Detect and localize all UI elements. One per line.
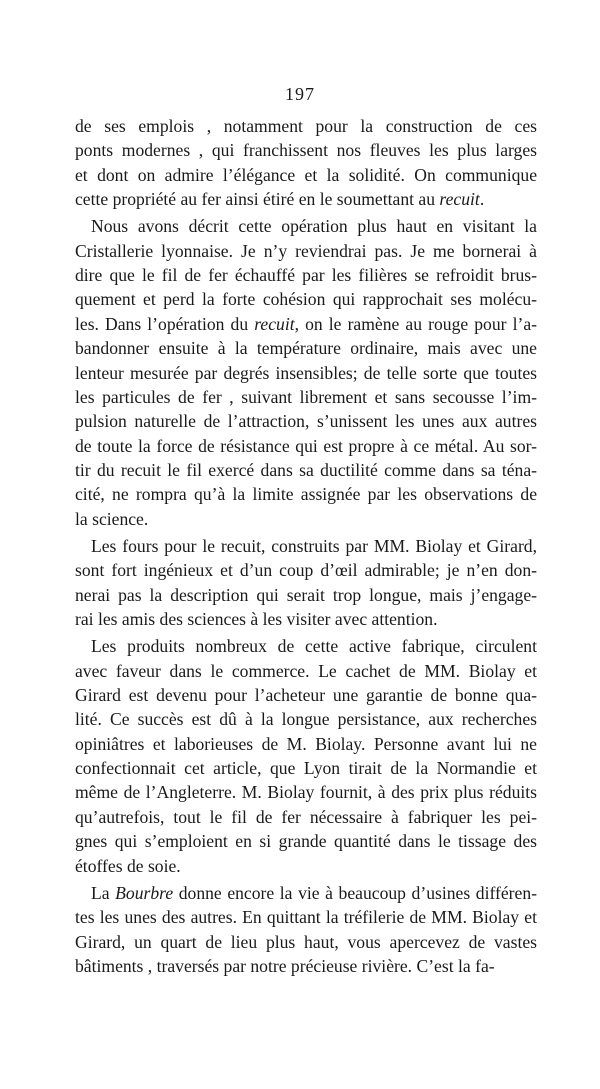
text-line	[75, 187, 537, 211]
text-line	[75, 312, 537, 336]
text-line: pulsion naturelle de l’attraction, s’unissent les unes aux autres	[75, 411, 537, 432]
text-line: avec faveur dans le commerce. Le cachet de MM. Biolay et	[75, 660, 537, 681]
text-line: ponts modernes , qui franchissent nos fleuves les plus larges	[75, 140, 537, 161]
text-line: cité, ne rompra qu’à la limite assignée par les observations de	[75, 484, 537, 505]
text-line: sont fort ingénieux et d’un coup d’œil admirable; je n’en don-	[75, 560, 537, 581]
text-line: rai les amis des sciences à les visiter avec attention.	[75, 609, 438, 629]
text-line: lenteur mesurée par degrés insensibles; de telle sorte que toutes	[75, 362, 537, 383]
text-line: de toute la force de résistance qui est propre à ce métal. Au sor-	[75, 435, 537, 456]
text-line: Cristallerie lyonnaise. Je n’y reviendrai pas. Je me bornerai à	[75, 240, 537, 261]
text-run: , on le ramène au rouge pour l’a-	[294, 313, 537, 334]
italic-word: recuit	[254, 313, 295, 334]
text-line: lité. Ce succès est dû à la longue persistance, aux recherches	[75, 709, 537, 730]
text-line: gnes qui s’emploient en si grande quantité dans le tissage des	[75, 831, 537, 852]
page-number: 197	[285, 84, 315, 104]
text-line: tir du recuit le fil exercé dans sa ductilité comme dans sa téna-	[75, 459, 537, 480]
text-run: donne encore la vie à beaucoup d’usines différen-	[173, 882, 537, 903]
text-line: Les produits nombreux de cette active fabrique, circulent	[91, 636, 537, 657]
text-line: Girard, un quart de lieu plus haut, vous apercevez de vastes	[75, 931, 537, 952]
text-line: dire que le fil de fer échauffé par les filières se refroidit brus-	[75, 265, 537, 286]
text-line: la science.	[75, 508, 149, 529]
text-line: opiniâtres et laborieuses de M. Biolay. Personne avant lui ne	[75, 733, 537, 754]
text-line: tes les unes des autres. En quittant la tréfilerie de MM. Biolay et	[75, 907, 537, 928]
text-line: quement et perd la forte cohésion qui rapprochait ses molécu-	[75, 289, 537, 310]
italic-word: Bourbre	[115, 882, 174, 903]
text-line: bandonner ensuite à la température ordinaire, mais avec une	[75, 338, 537, 359]
text-line: bâtiments , traversés par notre précieuse rivière. C’est la fa-	[75, 955, 495, 976]
text-line: même de l’Angleterre. M. Biolay fournit, à des prix plus réduits	[75, 782, 537, 803]
text-line: nerai pas la description qui serait trop longue, mais j’engage-	[75, 584, 537, 605]
text-run: .	[479, 189, 485, 210]
text-line: et dont on admire l’élégance et la solidité. On communique	[75, 164, 537, 185]
text-line: Girard est devenu pour l’acheteur une garantie de bonne qua-	[75, 685, 537, 706]
text-line	[91, 881, 537, 905]
text-line: qu’autrefois, tout le fil de fer nécessaire à fabriquer les pei-	[75, 806, 537, 827]
text-line: Les fours pour le recuit, construits par MM. Biolay et Girard,	[91, 535, 537, 556]
text-run: les. Dans l’opération du	[75, 313, 255, 334]
text-line: Nous avons décrit cette opération plus haut en visitant la	[91, 216, 537, 237]
text-run: La	[91, 882, 116, 903]
text-line: étoffes de soie.	[75, 855, 181, 876]
text-run: cette propriété au fer ainsi étiré en le soumettant au	[75, 189, 440, 210]
italic-word: recuit	[439, 189, 480, 210]
text-line: les particules de fer , suivant librement et sans secousse l’im-	[75, 386, 537, 407]
text-line: confectionnait cet article, que Lyon tirait de la Normandie et	[75, 758, 537, 779]
text-line: de ses emplois , notamment pour la construction de ces	[75, 116, 537, 136]
